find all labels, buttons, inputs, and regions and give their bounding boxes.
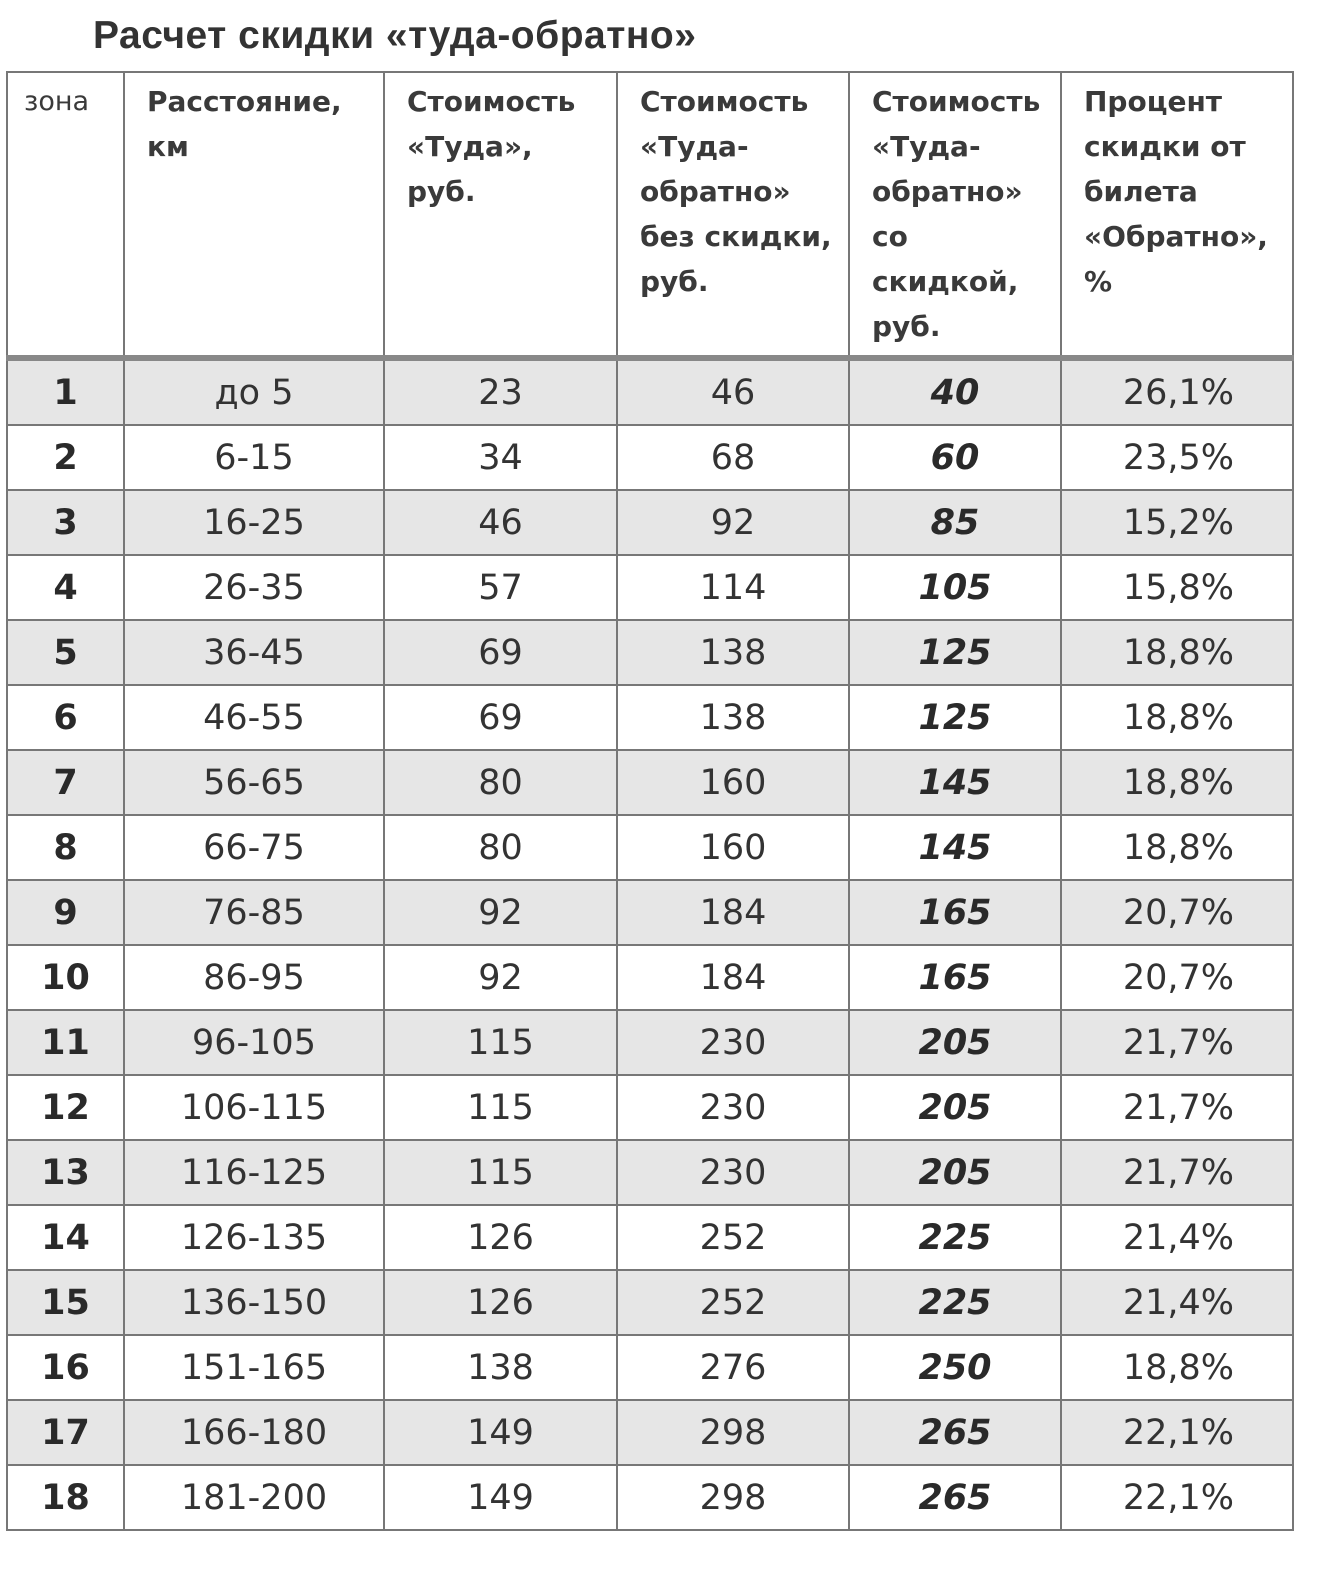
cell-distance: 56-65: [124, 750, 384, 815]
cell-round-trip-discount-price: 40: [849, 358, 1061, 425]
cell-round-trip-price: 160: [617, 750, 849, 815]
cell-discount-percent: 18,8%: [1061, 1335, 1293, 1400]
cell-zone: 9: [7, 880, 124, 945]
discount-table: [6, 71, 1294, 1531]
cell-discount-percent: 18,8%: [1061, 750, 1293, 815]
cell-round-trip-discount-price: 165: [849, 945, 1061, 1010]
cell-round-trip-discount-price: 265: [849, 1465, 1061, 1530]
cell-round-trip-price: 68: [617, 425, 849, 490]
cell-one-way-price: 92: [384, 945, 617, 1010]
cell-zone: 15: [7, 1270, 124, 1335]
cell-one-way-price: 80: [384, 815, 617, 880]
table-row: [7, 1335, 1293, 1400]
cell-discount-percent: 21,7%: [1061, 1075, 1293, 1140]
cell-distance: 151-165: [124, 1335, 384, 1400]
header-distance: Расстояние, км: [124, 72, 384, 358]
cell-round-trip-price: 276: [617, 1335, 849, 1400]
cell-round-trip-price: 298: [617, 1400, 849, 1465]
cell-round-trip-discount-price: 125: [849, 620, 1061, 685]
cell-zone: 4: [7, 555, 124, 620]
cell-zone: 8: [7, 815, 124, 880]
cell-zone: 10: [7, 945, 124, 1010]
cell-discount-percent: 18,8%: [1061, 685, 1293, 750]
cell-round-trip-discount-price: 125: [849, 685, 1061, 750]
table-row: [7, 490, 1293, 555]
cell-zone: 2: [7, 425, 124, 490]
cell-one-way-price: 80: [384, 750, 617, 815]
cell-distance: 66-75: [124, 815, 384, 880]
cell-discount-percent: 22,1%: [1061, 1400, 1293, 1465]
cell-zone: 17: [7, 1400, 124, 1465]
cell-zone: 13: [7, 1140, 124, 1205]
cell-one-way-price: 69: [384, 685, 617, 750]
cell-discount-percent: 23,5%: [1061, 425, 1293, 490]
cell-round-trip-discount-price: 145: [849, 750, 1061, 815]
header-zone: зона: [7, 72, 124, 358]
cell-discount-percent: 21,7%: [1061, 1010, 1293, 1075]
cell-discount-percent: 20,7%: [1061, 945, 1293, 1010]
cell-round-trip-discount-price: 225: [849, 1270, 1061, 1335]
table-row: [7, 945, 1293, 1010]
cell-round-trip-discount-price: 265: [849, 1400, 1061, 1465]
cell-discount-percent: 15,2%: [1061, 490, 1293, 555]
cell-zone: 7: [7, 750, 124, 815]
cell-distance: 16-25: [124, 490, 384, 555]
cell-round-trip-discount-price: 205: [849, 1140, 1061, 1205]
cell-round-trip-discount-price: 60: [849, 425, 1061, 490]
cell-distance: 96-105: [124, 1010, 384, 1075]
cell-discount-percent: 15,8%: [1061, 555, 1293, 620]
cell-zone: 18: [7, 1465, 124, 1530]
cell-round-trip-price: 252: [617, 1205, 849, 1270]
cell-distance: 181-200: [124, 1465, 384, 1530]
header-discount-percent: Процент скидки от билета «Обратно», %: [1061, 72, 1293, 358]
cell-one-way-price: 92: [384, 880, 617, 945]
table-row: [7, 555, 1293, 620]
cell-round-trip-discount-price: 85: [849, 490, 1061, 555]
cell-round-trip-price: 46: [617, 358, 849, 425]
table-body: [7, 358, 1293, 1530]
cell-round-trip-discount-price: 165: [849, 880, 1061, 945]
cell-distance: 36-45: [124, 620, 384, 685]
cell-distance: до 5: [124, 358, 384, 425]
cell-one-way-price: 23: [384, 358, 617, 425]
cell-one-way-price: 46: [384, 490, 617, 555]
cell-one-way-price: 34: [384, 425, 617, 490]
cell-distance: 86-95: [124, 945, 384, 1010]
table-row: [7, 815, 1293, 880]
cell-discount-percent: 18,8%: [1061, 620, 1293, 685]
cell-distance: 106-115: [124, 1075, 384, 1140]
cell-distance: 46-55: [124, 685, 384, 750]
header-one-way-price: Стоимость «Туда», руб.: [384, 72, 617, 358]
cell-zone: 16: [7, 1335, 124, 1400]
cell-one-way-price: 69: [384, 620, 617, 685]
cell-round-trip-discount-price: 250: [849, 1335, 1061, 1400]
table-row: [7, 425, 1293, 490]
table-header: [7, 72, 1293, 358]
cell-round-trip-price: 184: [617, 945, 849, 1010]
cell-one-way-price: 149: [384, 1465, 617, 1530]
header-round-trip-discount-price: Стоимость «Туда- обратно» со скидкой, руб.: [849, 72, 1061, 358]
cell-one-way-price: 126: [384, 1205, 617, 1270]
cell-distance: 26-35: [124, 555, 384, 620]
table-row: [7, 685, 1293, 750]
cell-round-trip-price: 138: [617, 620, 849, 685]
cell-discount-percent: 22,1%: [1061, 1465, 1293, 1530]
header-row: [7, 72, 1293, 358]
cell-zone: 14: [7, 1205, 124, 1270]
cell-round-trip-discount-price: 225: [849, 1205, 1061, 1270]
cell-discount-percent: 21,4%: [1061, 1270, 1293, 1335]
cell-round-trip-discount-price: 205: [849, 1010, 1061, 1075]
header-round-trip-price: Стоимость «Туда- обратно» без скидки, руб.: [617, 72, 849, 358]
cell-zone: 1: [7, 358, 124, 425]
cell-zone: 6: [7, 685, 124, 750]
cell-one-way-price: 126: [384, 1270, 617, 1335]
cell-round-trip-price: 114: [617, 555, 849, 620]
cell-zone: 5: [7, 620, 124, 685]
cell-one-way-price: 149: [384, 1400, 617, 1465]
table-row: [7, 1140, 1293, 1205]
cell-zone: 11: [7, 1010, 124, 1075]
cell-discount-percent: 18,8%: [1061, 815, 1293, 880]
cell-round-trip-price: 230: [617, 1140, 849, 1205]
cell-round-trip-price: 230: [617, 1075, 849, 1140]
cell-distance: 116-125: [124, 1140, 384, 1205]
cell-discount-percent: 20,7%: [1061, 880, 1293, 945]
table-row: [7, 1465, 1293, 1530]
cell-round-trip-price: 184: [617, 880, 849, 945]
cell-distance: 126-135: [124, 1205, 384, 1270]
cell-discount-percent: 21,7%: [1061, 1140, 1293, 1205]
cell-round-trip-price: 160: [617, 815, 849, 880]
cell-distance: 76-85: [124, 880, 384, 945]
cell-round-trip-discount-price: 205: [849, 1075, 1061, 1140]
table-row: [7, 1270, 1293, 1335]
table-row: [7, 1205, 1293, 1270]
cell-round-trip-discount-price: 145: [849, 815, 1061, 880]
cell-distance: 136-150: [124, 1270, 384, 1335]
table-row: [7, 620, 1293, 685]
cell-discount-percent: 21,4%: [1061, 1205, 1293, 1270]
page-title: Расчет скидки «туда-обратно»: [93, 14, 697, 57]
cell-discount-percent: 26,1%: [1061, 358, 1293, 425]
cell-one-way-price: 115: [384, 1140, 617, 1205]
table-row: [7, 880, 1293, 945]
cell-zone: 3: [7, 490, 124, 555]
cell-round-trip-discount-price: 105: [849, 555, 1061, 620]
cell-round-trip-price: 252: [617, 1270, 849, 1335]
table-row: [7, 358, 1293, 425]
table-row: [7, 1075, 1293, 1140]
cell-one-way-price: 138: [384, 1335, 617, 1400]
cell-round-trip-price: 230: [617, 1010, 849, 1075]
table-row: [7, 1010, 1293, 1075]
cell-distance: 6-15: [124, 425, 384, 490]
cell-zone: 12: [7, 1075, 124, 1140]
cell-round-trip-price: 92: [617, 490, 849, 555]
cell-distance: 166-180: [124, 1400, 384, 1465]
cell-one-way-price: 57: [384, 555, 617, 620]
cell-round-trip-price: 138: [617, 685, 849, 750]
table-row: [7, 750, 1293, 815]
table-row: [7, 1400, 1293, 1465]
cell-round-trip-price: 298: [617, 1465, 849, 1530]
cell-one-way-price: 115: [384, 1010, 617, 1075]
cell-one-way-price: 115: [384, 1075, 617, 1140]
